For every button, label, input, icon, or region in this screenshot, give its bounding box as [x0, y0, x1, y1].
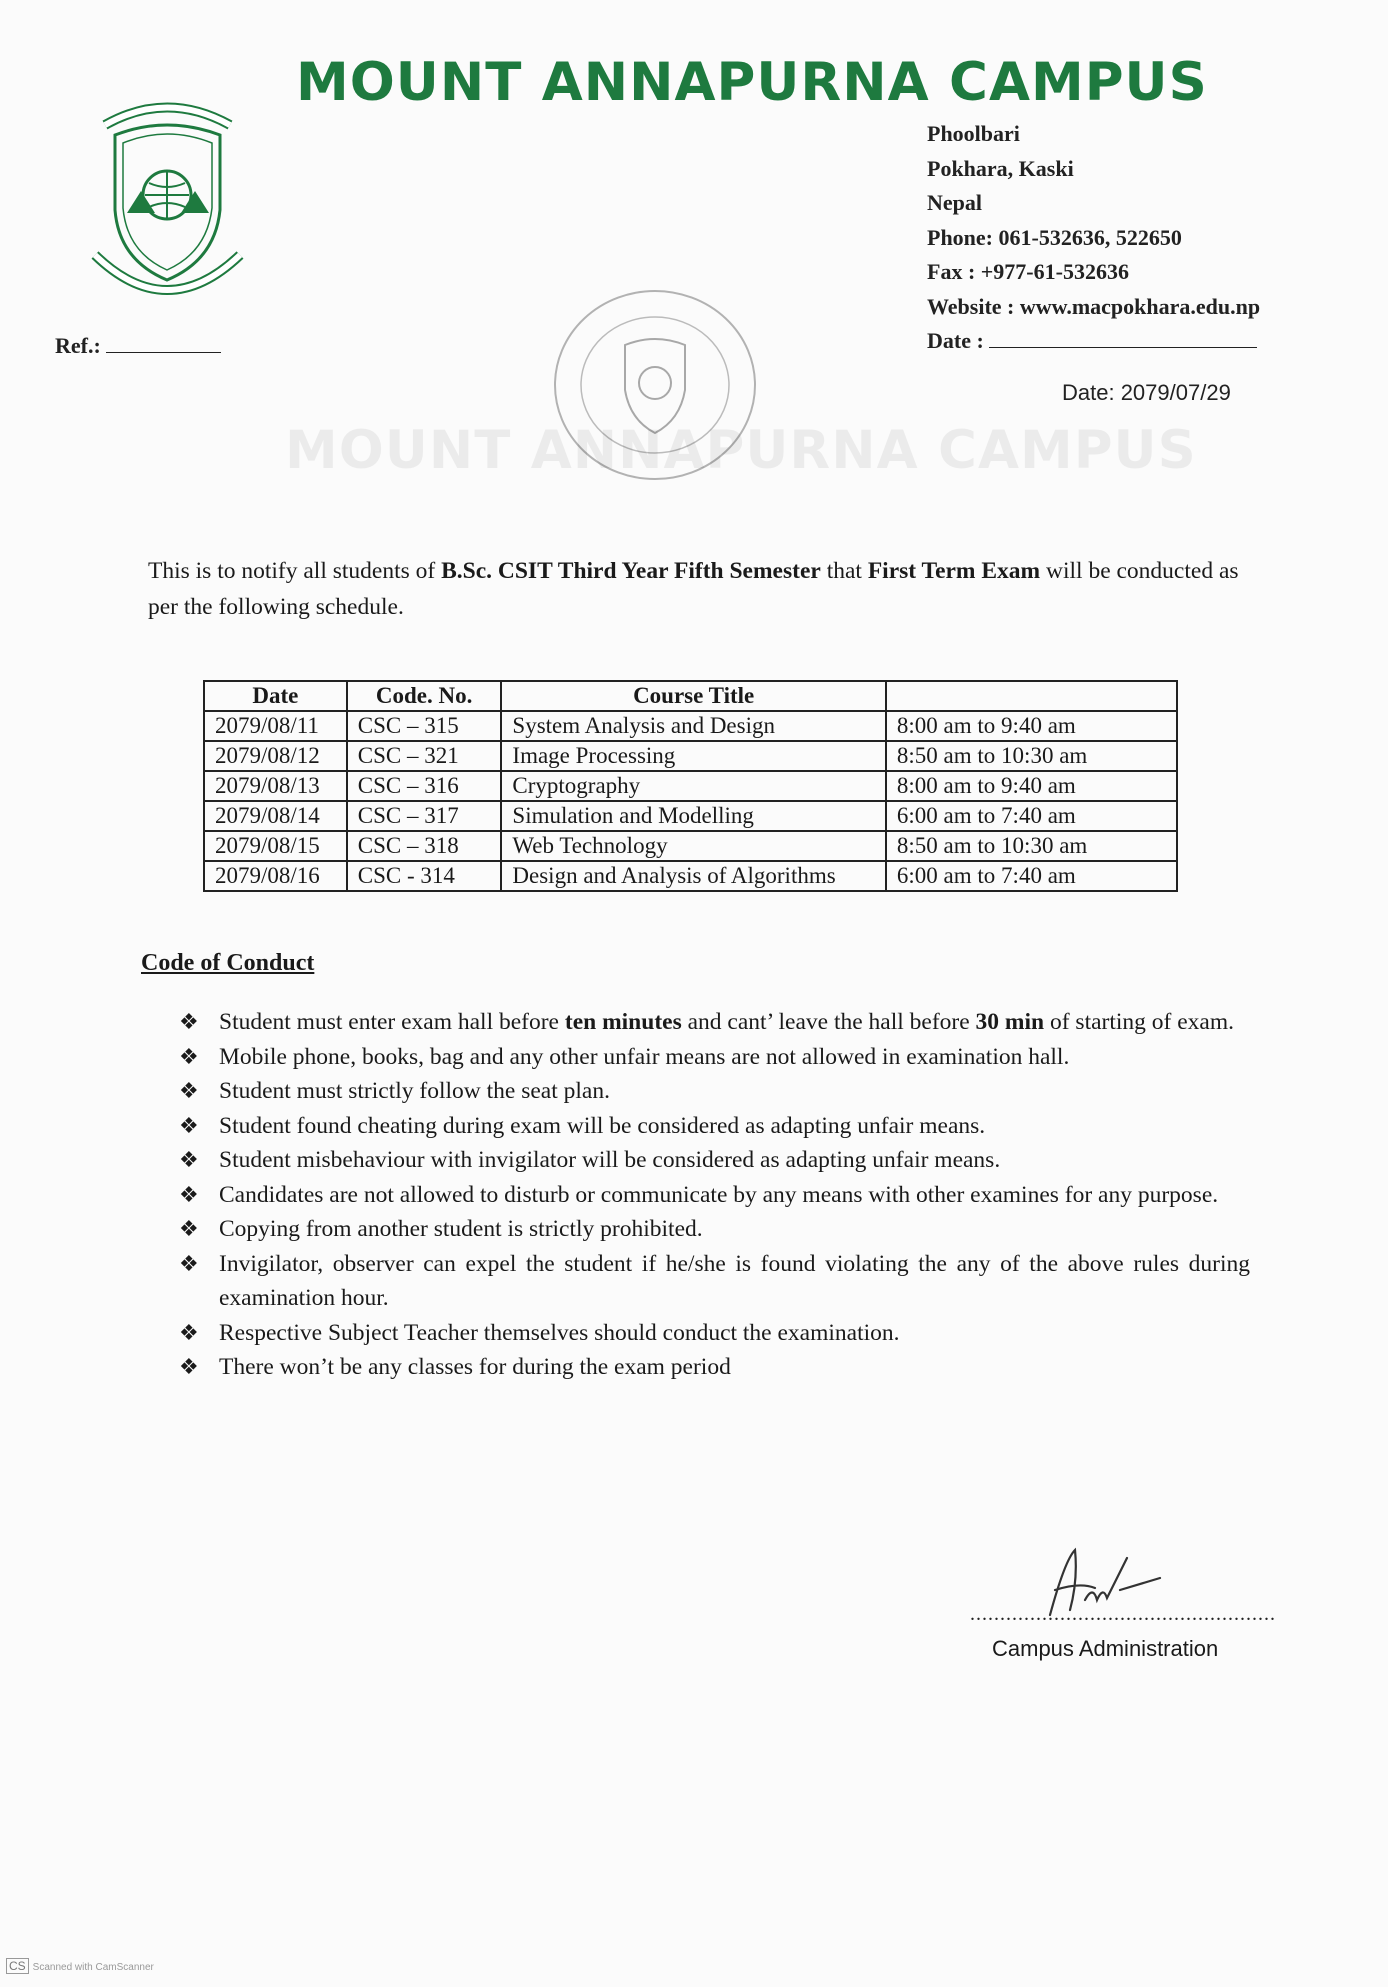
bullet-icon: ❖	[179, 1043, 199, 1069]
cell-time: 6:00 am to 7:40 am	[886, 801, 1177, 831]
website-line: Website : www.macpokhara.edu.np	[927, 293, 1261, 319]
column-header	[886, 681, 1177, 711]
cell-code: CSC – 318	[347, 831, 502, 861]
date-blank-line	[989, 325, 1257, 348]
cell-time: 8:00 am to 9:40 am	[886, 711, 1177, 741]
cell-title: Image Processing	[501, 741, 886, 771]
list-item	[175, 1074, 1250, 1109]
cell-date: 2079/08/12	[204, 741, 347, 771]
cell-date: 2079/08/13	[204, 771, 347, 801]
table-row	[204, 711, 1177, 741]
notice-date: Date: 2079/07/29	[1062, 380, 1231, 405]
program-name: B.Sc. CSIT Third Year Fifth Semester	[441, 558, 821, 584]
cell-time: 6:00 am to 7:40 am	[886, 861, 1177, 891]
exam-schedule-table	[203, 680, 1178, 892]
date-label: Date :	[927, 328, 984, 353]
rule-text: Candidates are not allowed to disturb or communicate by any means with other examines for any purpose.	[219, 1181, 1219, 1208]
notice-text: will be conducted as per the following schedule.	[148, 558, 1239, 620]
rule-text: Invigilator, observer can expel the student if he/she is found violating the any of the above rules during examination hour.	[219, 1250, 1250, 1311]
table-row	[204, 801, 1177, 831]
cell-code: CSC - 314	[347, 861, 502, 891]
table-row	[204, 861, 1177, 891]
cell-title: Simulation and Modelling	[501, 801, 886, 831]
conduct-rules-list	[175, 1005, 1250, 1385]
table-header-row	[204, 681, 1177, 711]
cell-time: 8:50 am to 10:30 am	[886, 741, 1177, 771]
cell-title: Web Technology	[501, 831, 886, 861]
address-line: Phoolbari	[927, 121, 1020, 146]
cell-time: 8:50 am to 10:30 am	[886, 831, 1177, 861]
column-header: Code. No.	[347, 681, 502, 711]
notice-text: This is to notify all students of	[148, 558, 442, 584]
rule-text: Copying from another student is strictly prohibited.	[219, 1216, 703, 1242]
scanner-badge: CS	[6, 1958, 29, 1974]
bullet-icon: ❖	[179, 1078, 199, 1103]
reference-field	[55, 332, 221, 359]
signature-line: ...................................................	[970, 1603, 1276, 1625]
rule-text: Student misbehaviour with invigilator will be considered as adapting unfair means.	[219, 1147, 1001, 1173]
rule-fragment: of starting of exam.	[1044, 1009, 1235, 1035]
cell-title: Design and Analysis of Algorithms	[501, 861, 886, 891]
rule-text: There won’t be any classes for during the exam period	[219, 1354, 731, 1380]
cell-date: 2079/08/11	[204, 711, 347, 741]
bleed-through-watermark: MOUNT ANNAPURNA CAMPUS	[285, 420, 1197, 481]
cell-code: CSC – 317	[347, 801, 502, 831]
bullet-icon: ❖	[179, 1112, 199, 1138]
ref-label: Ref.:	[55, 333, 101, 358]
column-header: Date	[204, 681, 347, 711]
list-item	[175, 1316, 1250, 1351]
ref-blank-line	[106, 332, 221, 353]
notice-text: that	[820, 558, 868, 584]
notice-paragraph	[148, 553, 1243, 625]
scanner-watermark	[6, 1958, 154, 1974]
cell-date: 2079/08/16	[204, 861, 347, 891]
fax-line: Fax : +977-61-532636	[927, 259, 1129, 284]
bullet-icon: ❖	[179, 1250, 199, 1276]
list-item	[175, 1005, 1250, 1040]
rule-text: Mobile phone, books, bag and any other unfair means are not allowed in examination hall.	[219, 1043, 1070, 1070]
rule-text: Respective Subject Teacher themselves should conduct the examination.	[219, 1319, 900, 1346]
rule-text	[219, 1005, 1250, 1040]
list-item	[175, 1178, 1250, 1213]
signatory-name: Campus Administration	[992, 1636, 1219, 1661]
campus-logo	[85, 95, 250, 300]
address-line: Nepal	[927, 190, 982, 215]
table-row	[204, 771, 1177, 801]
column-header: Course Title	[501, 681, 886, 711]
list-item	[175, 1212, 1250, 1247]
list-item	[175, 1350, 1250, 1385]
rule-text: Student must strictly follow the seat plan.	[219, 1078, 610, 1104]
list-item	[175, 1109, 1250, 1144]
cell-title: System Analysis and Design	[501, 711, 886, 741]
list-item	[175, 1040, 1250, 1075]
rule-emphasis: ten minutes	[564, 1009, 682, 1035]
exam-name: First Term Exam	[867, 558, 1041, 584]
bullet-icon: ❖	[179, 1354, 199, 1379]
cell-time: 8:00 am to 9:40 am	[886, 771, 1177, 801]
date-field	[927, 324, 1260, 359]
bullet-icon: ❖	[179, 1216, 199, 1241]
rule-emphasis: 30 min	[975, 1009, 1045, 1035]
rule-text: Student found cheating during exam will be considered as adapting unfair means.	[219, 1112, 986, 1139]
bullet-icon: ❖	[179, 1009, 199, 1034]
code-of-conduct-heading: Code of Conduct	[141, 950, 315, 976]
bullet-icon: ❖	[179, 1147, 199, 1172]
cell-date: 2079/08/14	[204, 801, 347, 831]
cell-code: CSC – 321	[347, 741, 502, 771]
cell-code: CSC – 316	[347, 771, 502, 801]
bullet-icon: ❖	[179, 1181, 199, 1207]
address-line: Pokhara, Kaski	[927, 155, 1074, 181]
scanner-text: Scanned with CamScanner	[32, 1962, 154, 1973]
cell-date: 2079/08/15	[204, 831, 347, 861]
cell-code: CSC – 315	[347, 711, 502, 741]
list-item	[175, 1247, 1250, 1316]
list-item	[175, 1143, 1250, 1178]
campus-name: MOUNT ANNAPURNA CAMPUS	[296, 52, 1208, 113]
table-row	[204, 741, 1177, 771]
phone-line: Phone: 061-532636, 522650	[927, 224, 1182, 250]
address-block	[927, 117, 1260, 359]
cell-title: Cryptography	[501, 771, 886, 801]
bullet-icon: ❖	[179, 1319, 199, 1345]
rule-fragment: and cant’ leave the hall before	[681, 1009, 976, 1035]
table-row	[204, 831, 1177, 861]
rule-fragment: Student must enter exam hall before	[219, 1009, 565, 1035]
